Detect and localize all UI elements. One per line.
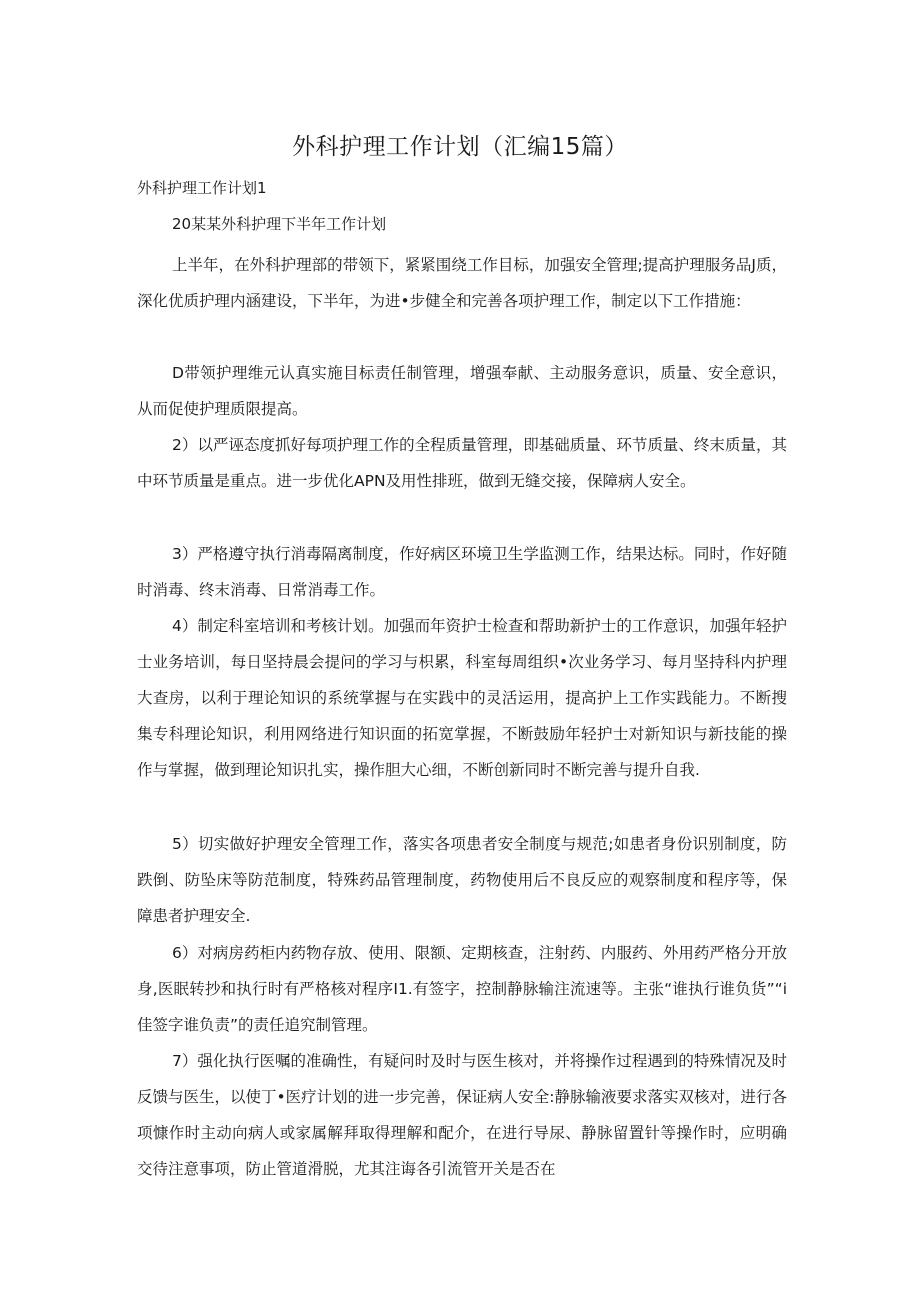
- paragraph-item-1: D带领护理维元认真实施目标责任制管理，增强奉献、主动服务意识，质量、安全意识，从而促使护理质限提高。: [137, 364, 787, 418]
- document-title: 外科护理工作计划（汇编15篇）: [292, 134, 628, 160]
- paragraph-item-3: 3）严格遵守执行消毒隔离制度，作好病区环境卫生学监测工作，结果达标。同时，作好随时消毒、终末消毒、日常消毒工作。: [137, 545, 787, 599]
- paragraph-item-5: 5）切实做好护理安全管理工作，落实各项患者安全制度与规范;如患者身份识别制度，防跌倒、防坠床等防范制度，特殊药品管理制度，药物使用后不良反应的观察制度和程序等，保障患者护理安全.: [137, 835, 787, 925]
- paragraph-item-4: 4）制定科室培训和考核计划。加强而年资护士检查和帮助新护士的工作意识，加强年轻护士业务培训，每日坚持晨会提问的学习与枳累，科室每周组织•次业务学习、每月坚持科内护理大查房，以利于理论知识的系统掌握与在实践中的灵活运用，提高护上工作实践能力。不断搜集专科理论知识，利用网络进行知识面的拓宽掌握，不断鼓励年轻护士对新知识与新技能的操作与掌握，做到理论知识扎实，操作胆大心细，不断创新同时不断完善与提升自我.: [137, 617, 787, 779]
- paragraph-item-6: 6）对病房药柜内药物存放、使用、限额、定期核查，注射药、内服药、外用药严格分开放身,医眠转抄和执行时有严格核对程序I1.有签字，控制静脉输注流速等。主张“谁执行谁负货”“i佳签字谁负责”的责任追究制管理。: [137, 944, 787, 1034]
- plan-heading: 20某某外科护理下半年工作计划: [172, 215, 387, 233]
- section-subtitle: 外科护理工作计划1: [137, 179, 267, 197]
- paragraph-item-7: 7）强化执行医嘱的准确性，有疑问时及时与医生核对，并将操作过程遇到的特殊情况及时反馈与医生，以使丁•医疗计划的进一步完善，保证病人安全:静脉输液要求落实双核对，进行各项慷作时主动向病人或家属解拜取得理解和配介，在进行导尿、静脉留置针等操作时，应明确交待注意事项，防止管道滑脱，尤其注诲各引流管开关是否在: [137, 1052, 787, 1178]
- paragraph-intro: 上半年，在外科护理部的带领下，紧紧围绕工作目标，加强安全管理;提高护理服务品J质，深化优质护理内涵建设，下半年，为进•步健全和完善各项护理工作，制定以下工作措施：: [137, 256, 787, 310]
- paragraph-item-2: 2）以严诬态度抓好每项护理工作的全程质量管理，即基础质量、环节质量、终末质量，其中环节质量是重点。进一步优化APN及用性排班，做到无缝交接，保障病人安全。: [137, 436, 787, 490]
